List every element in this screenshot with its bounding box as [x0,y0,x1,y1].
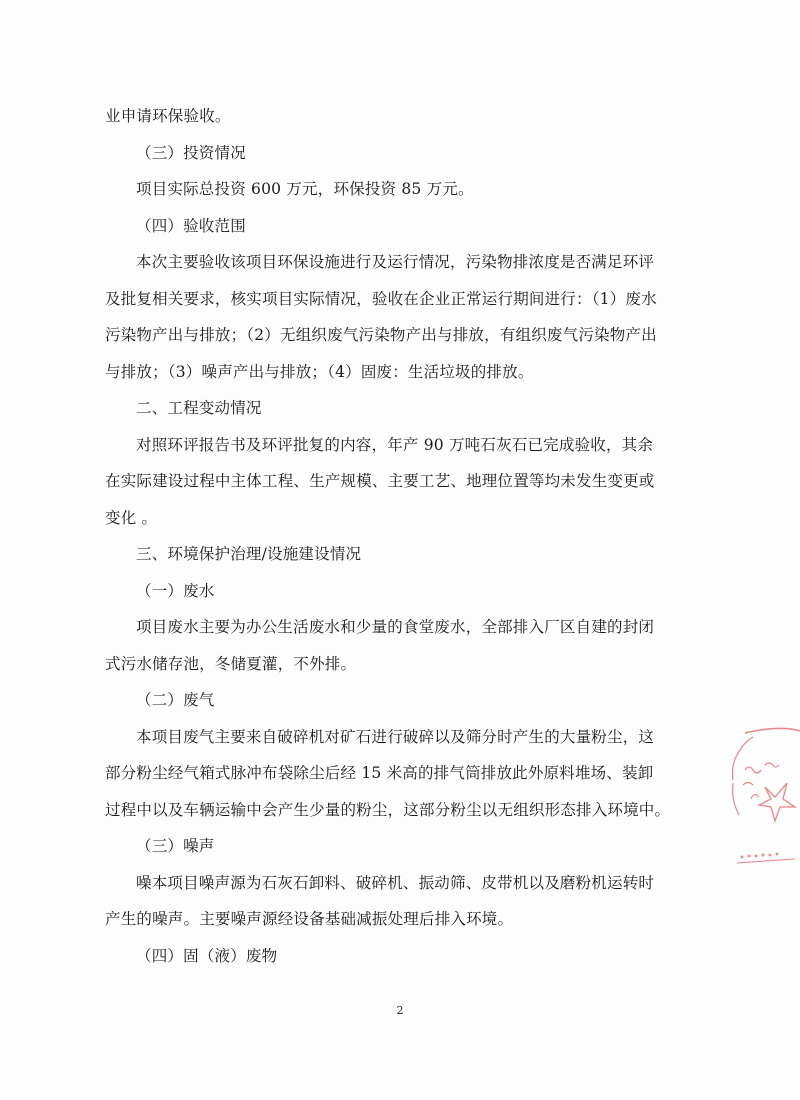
section-heading-wastewater: （一）废水 [136,581,215,600]
paragraph-line: 本项目废气主要来自破碎机对矿石进行破碎以及筛分时产生的大量粉尘，这 [136,727,655,746]
section-heading-scope: （四）验收范围 [136,216,246,235]
paragraph-line: 产生的噪声。主要噪声源经设备基础减振处理后排入环境。 [105,910,514,928]
red-seal-stamp [725,725,800,885]
paragraph-line: 在实际建设过程中主体工程、生产规模、主要工艺、地理位置等均未发生变更或 [105,472,655,490]
paragraph-line: 对照环评报告书及环评批复的内容，年产 90 万吨石灰石已完成验收，其余 [136,435,654,454]
paragraph-line: 本次主要验收该项目环保设施进行及运行情况，污染物排浓度是否满足环评 [136,253,655,271]
section-heading-solid-waste: （四）固（液）废物 [136,946,278,965]
seal-stamp-graphic [725,725,800,885]
section-heading-environment: 三、环境保护治理/设施建设情况 [136,545,362,563]
page-number: 2 [396,1004,404,1017]
paragraph-line: 式污水储存池，冬储夏灌，不外排。 [105,654,357,673]
paragraph-line: 及批复相关要求，核实项目实际情况，验收在企业正常运行期间进行：（1）废水 [105,289,657,308]
paragraph-line: 项目废水主要为办公生活废水和少量的食堂废水，全部排入厂区自建的封闭 [136,618,655,636]
section-heading-exhaust: （二）废气 [136,691,215,709]
paragraph-line: 项目实际总投资 600 万元，环保投资 85 万元。 [136,180,474,198]
paragraph-line: 业申请环保验收。 [105,107,231,125]
paragraph-line: 噪本项目噪声源为石灰石卸料、破碎机、振动筛、皮带机以及磨粉机运转时 [136,873,655,892]
document-body [105,98,680,974]
paragraph-line: 变化 。 [105,508,158,527]
section-heading-investment: （三）投资情况 [136,143,246,162]
paragraph-line: 与排放；（3）噪声产出与排放；（4）固废：生活垃圾的排放。 [105,362,534,381]
paragraph-line: 过程中以及车辆运输中会产生少量的粉尘，这部分粉尘以无组织形态排入环境中。 [105,800,671,819]
paragraph-line: 部分粉尘经气箱式脉冲布袋除尘后经 15 米高的排气筒排放此外原料堆场、装卸 [105,764,654,782]
section-heading-noise: （三）噪声 [136,837,215,855]
section-heading-changes: 二、工程变动情况 [136,399,262,417]
paragraph-line: 污染物产出与排放；（2）无组织废气污染物产出与排放，有组织废气污染物产出 [105,326,657,344]
